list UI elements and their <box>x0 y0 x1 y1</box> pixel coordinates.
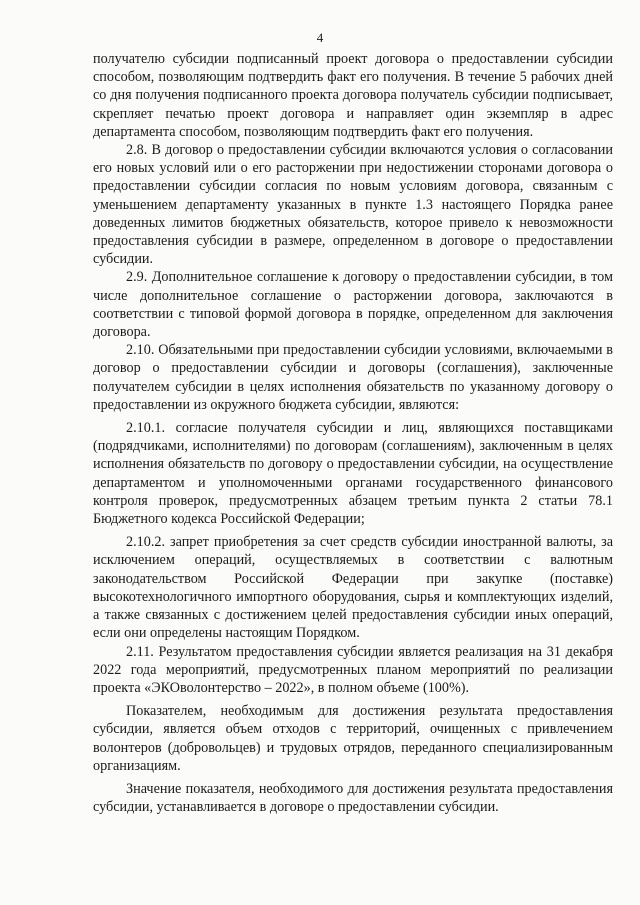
paragraph-indicator: Показателем, необходимым для достижения результата предоставления субсидии, является объем отходов с территорий, очищенных с привлечением волонтеров (добровольцев) и трудовых отрядов, переданного специализированным организациям. <box>93 703 613 774</box>
paragraph-2-9: 2.9. Дополнительное соглашение к договору о предоставлении субсидии, в том числе дополнительное соглашение о расторжении договора, заключаются в соответствии с типовой формой договора в порядке, определенном для заключения договора. <box>93 269 613 341</box>
paragraph-2-8: 2.8. В договор о предоставлении субсидии включаются условия о согласовании его новых условий или о его расторжении при недостижении сторонами договора о предоставлении субсидии согласия по новым условиям договора, связанным с уменьшением департаменту указанных в пункте 1.3 настоящего Порядка ранее доведенных лимитов бюджетных обязательств, которое привело к невозможности предоставления субсидии в размере, определенном в договоре о предоставлении субсидии. <box>93 142 613 268</box>
page-number: 4 <box>316 30 324 45</box>
paragraph-2-10-2: 2.10.2. запрет приобретения за счет средств субсидии иностранной валюты, за исключением операций, осуществляемых в соответствии с валютным законодательством Российской Федерации при закупке (поставке) высокотехнологичного импортного оборудования, сырья и комплектующих изделий, а также связанных с достижением целей предоставления субсидии иных операций, если они определены настоящим Порядком. <box>93 534 613 642</box>
paragraph-2-11: 2.11. Результатом предоставления субсидии является реализация на 31 декабря 2022 года мероприятий, предусмотренных планом мероприятий по реализации проекта «ЭКОволонтерство – 2022», в полном объеме (100%). <box>93 643 613 696</box>
paragraph-2-10: 2.10. Обязательными при предоставлении субсидии условиями, включаемыми в договор о предоставлении субсидии и договоры (соглашения), заключенные получателем субсидии в целях исполнения обязательств по указанному договору о предоставлении из окружного бюджета субсидии, являются: <box>93 342 613 413</box>
paragraph-indicator-value: Значение показателя, необходимого для достижения результата предоставления субсидии, устанавливается в договоре о предоставлении субсидии. <box>93 780 613 816</box>
document-body <box>93 50 613 816</box>
paragraph-2-10-1: 2.10.1. согласие получателя субсидии и лиц, являющихся поставщиками (подрядчиками, исполнителями) по договорам (соглашениям), заключенным в целях исполнения обязательств по договору о предоставлении субсидии, на осуществление департаментом и уполномоченными органами государственного финансового контроля проверок, предусмотренных абзацем третьим пункта 2 статьи 78.1 Бюджетного кодекса Российской Федерации; <box>93 420 613 528</box>
paragraph-continuation: получателю субсидии подписанный проект договора о предоставлении субсидии способом, позволяющим подтвердить факт его получения. В течение 5 рабочих дней со дня получения подписанного проекта договора получатель субсидии подписывает, скрепляет печатью проект договора и направляет один экземпляр в адрес департамента способом, позволяющим подтвердить факт его получения. <box>93 51 613 140</box>
